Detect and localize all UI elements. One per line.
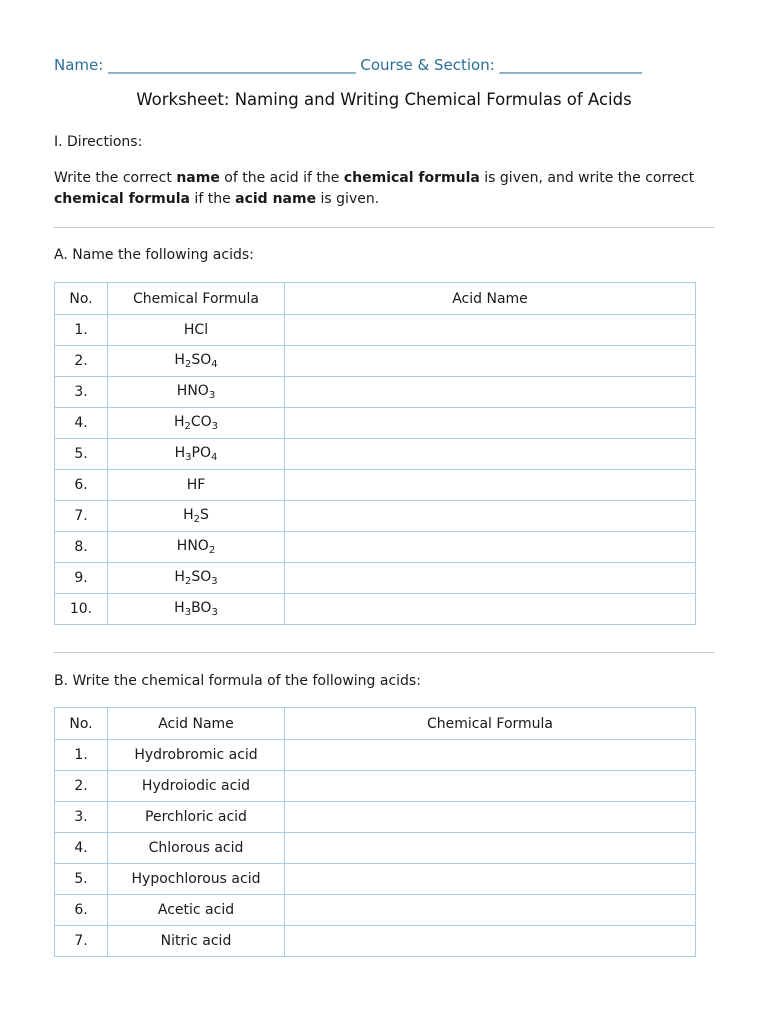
formula-subscript: 3	[208, 390, 216, 401]
acid-name-cell: Hydrobromic acid	[108, 740, 285, 771]
formula-subscript: 2	[208, 545, 216, 556]
column-header-no: No.	[55, 708, 108, 740]
divider	[54, 227, 714, 228]
formula-symbol: SO	[191, 569, 212, 585]
course-section-label: Course & Section:	[360, 56, 495, 74]
column-header-chemical-formula: Chemical Formula	[285, 708, 696, 740]
section-a-heading: A. Name the following acids:	[54, 247, 254, 263]
row-number: 10.	[55, 594, 108, 625]
chemical-formula-cell	[108, 501, 285, 532]
table-row	[55, 740, 696, 771]
formula-subscript: 4	[211, 359, 218, 370]
chemical-formula-answer-cell[interactable]	[285, 833, 696, 864]
acid-name-cell: Hydroiodic acid	[108, 771, 285, 802]
name-field[interactable]: _________________________________	[108, 56, 356, 74]
formula-symbol: H	[174, 600, 185, 616]
section-b-heading: B. Write the chemical formula of the following acids:	[54, 673, 421, 689]
directions-text-part: Write the correct	[54, 170, 177, 186]
table-row	[55, 408, 696, 439]
formula-subscript: 3	[211, 607, 218, 618]
formula-symbol: S	[200, 507, 209, 523]
chemical-formula-cell	[108, 594, 285, 625]
column-header-no: No.	[55, 283, 108, 315]
row-number: 1.	[55, 315, 108, 346]
table-row	[55, 594, 696, 625]
divider	[54, 652, 714, 653]
course-section-field[interactable]: ___________________	[499, 56, 643, 74]
chemical-formula-cell	[108, 408, 285, 439]
name-label: Name:	[54, 56, 104, 74]
column-header-acid-name: Acid Name	[285, 283, 696, 315]
row-number: 6.	[55, 470, 108, 501]
directions-heading: I. Directions:	[54, 134, 143, 150]
formula-symbol: PO	[191, 445, 211, 461]
worksheet-title: Worksheet: Naming and Writing Chemical Formulas of Acids	[136, 90, 632, 109]
directions-text-part: is given, and write the correct	[479, 170, 695, 186]
acid-name-cell: Chlorous acid	[108, 833, 285, 864]
column-header-acid-name: Acid Name	[108, 708, 285, 740]
formula-symbol: H	[174, 445, 186, 461]
chemical-formula-cell	[108, 377, 285, 408]
table-row	[55, 771, 696, 802]
section-a-table	[54, 282, 696, 625]
acid-name-answer-cell[interactable]	[285, 532, 696, 563]
column-header-chemical-formula: Chemical Formula	[108, 283, 285, 315]
table-row	[55, 532, 696, 563]
row-number: 7.	[55, 501, 108, 532]
table-row	[55, 501, 696, 532]
acid-name-answer-cell[interactable]	[285, 346, 696, 377]
table-row	[55, 470, 696, 501]
directions-bold-chemical-formula: chemical formula	[54, 191, 190, 207]
acid-name-answer-cell[interactable]	[285, 563, 696, 594]
table-row	[55, 439, 696, 470]
formula-symbol: SO	[191, 352, 212, 368]
row-number: 3.	[55, 802, 108, 833]
table-row	[55, 833, 696, 864]
acid-name-answer-cell[interactable]	[285, 315, 696, 346]
directions-text-part: if the	[189, 191, 236, 207]
acid-name-answer-cell[interactable]	[285, 439, 696, 470]
acid-name-cell: Nitric acid	[108, 926, 285, 957]
chemical-formula-cell	[108, 315, 285, 346]
acid-name-cell: Perchloric acid	[108, 802, 285, 833]
row-number: 4.	[55, 408, 108, 439]
chemical-formula-cell	[108, 439, 285, 470]
acid-name-cell: Acetic acid	[108, 895, 285, 926]
chemical-formula-cell	[108, 346, 285, 377]
chemical-formula-answer-cell[interactable]	[285, 895, 696, 926]
acid-name-answer-cell[interactable]	[285, 377, 696, 408]
chemical-formula-answer-cell[interactable]	[285, 802, 696, 833]
table-row	[55, 563, 696, 594]
row-number: 5.	[55, 439, 108, 470]
row-number: 9.	[55, 563, 108, 594]
row-number: 1.	[55, 740, 108, 771]
directions-text	[54, 168, 714, 210]
formula-symbol: H	[183, 507, 194, 523]
row-number: 8.	[55, 532, 108, 563]
row-number: 4.	[55, 833, 108, 864]
row-number: 2.	[55, 346, 108, 377]
directions-bold-name: name	[176, 170, 220, 186]
formula-symbol: HF	[186, 477, 206, 493]
table-row	[55, 346, 696, 377]
row-number: 2.	[55, 771, 108, 802]
formula-subscript: 2	[184, 421, 191, 432]
directions-text-part: is given.	[316, 191, 380, 207]
acid-name-answer-cell[interactable]	[285, 501, 696, 532]
chemical-formula-answer-cell[interactable]	[285, 771, 696, 802]
table-row	[55, 802, 696, 833]
directions-text-part: of the acid if the	[219, 170, 344, 186]
chemical-formula-answer-cell[interactable]	[285, 864, 696, 895]
row-number: 6.	[55, 895, 108, 926]
formula-subscript: 3	[184, 607, 192, 618]
formula-symbol: HCl	[183, 322, 209, 338]
chemical-formula-answer-cell[interactable]	[285, 740, 696, 771]
chemical-formula-cell	[108, 563, 285, 594]
row-number: 5.	[55, 864, 108, 895]
formula-symbol: H	[173, 414, 185, 430]
formula-subscript: 4	[211, 452, 218, 463]
table-header-row	[55, 283, 696, 315]
row-number: 7.	[55, 926, 108, 957]
formula-symbol: BO	[191, 600, 212, 616]
formula-symbol: HNO	[176, 538, 209, 554]
section-b-table	[54, 707, 696, 957]
table-row	[55, 926, 696, 957]
row-number: 3.	[55, 377, 108, 408]
formula-subscript: 2	[193, 514, 200, 525]
table-header-row	[55, 708, 696, 740]
chemical-formula-answer-cell[interactable]	[285, 926, 696, 957]
formula-subscript: 3	[211, 421, 219, 432]
header-line	[54, 56, 642, 74]
formula-symbol: H	[174, 569, 185, 585]
table-row	[55, 895, 696, 926]
chemical-formula-cell	[108, 532, 285, 563]
formula-symbol: CO	[190, 414, 212, 430]
table-row	[55, 377, 696, 408]
formula-subscript: 2	[184, 359, 192, 370]
table-row	[55, 315, 696, 346]
acid-name-cell: Hypochlorous acid	[108, 864, 285, 895]
formula-subscript: 3	[185, 452, 192, 463]
formula-symbol: HNO	[176, 383, 209, 399]
acid-name-answer-cell[interactable]	[285, 470, 696, 501]
chemical-formula-cell	[108, 470, 285, 501]
table-row	[55, 864, 696, 895]
formula-subscript: 3	[211, 576, 218, 587]
directions-bold-chemical-formula: chemical formula	[343, 170, 480, 186]
acid-name-answer-cell[interactable]	[285, 408, 696, 439]
directions-bold-acid-name: acid name	[235, 191, 317, 207]
formula-symbol: H	[174, 352, 185, 368]
formula-subscript: 2	[184, 576, 192, 587]
acid-name-answer-cell[interactable]	[285, 594, 696, 625]
